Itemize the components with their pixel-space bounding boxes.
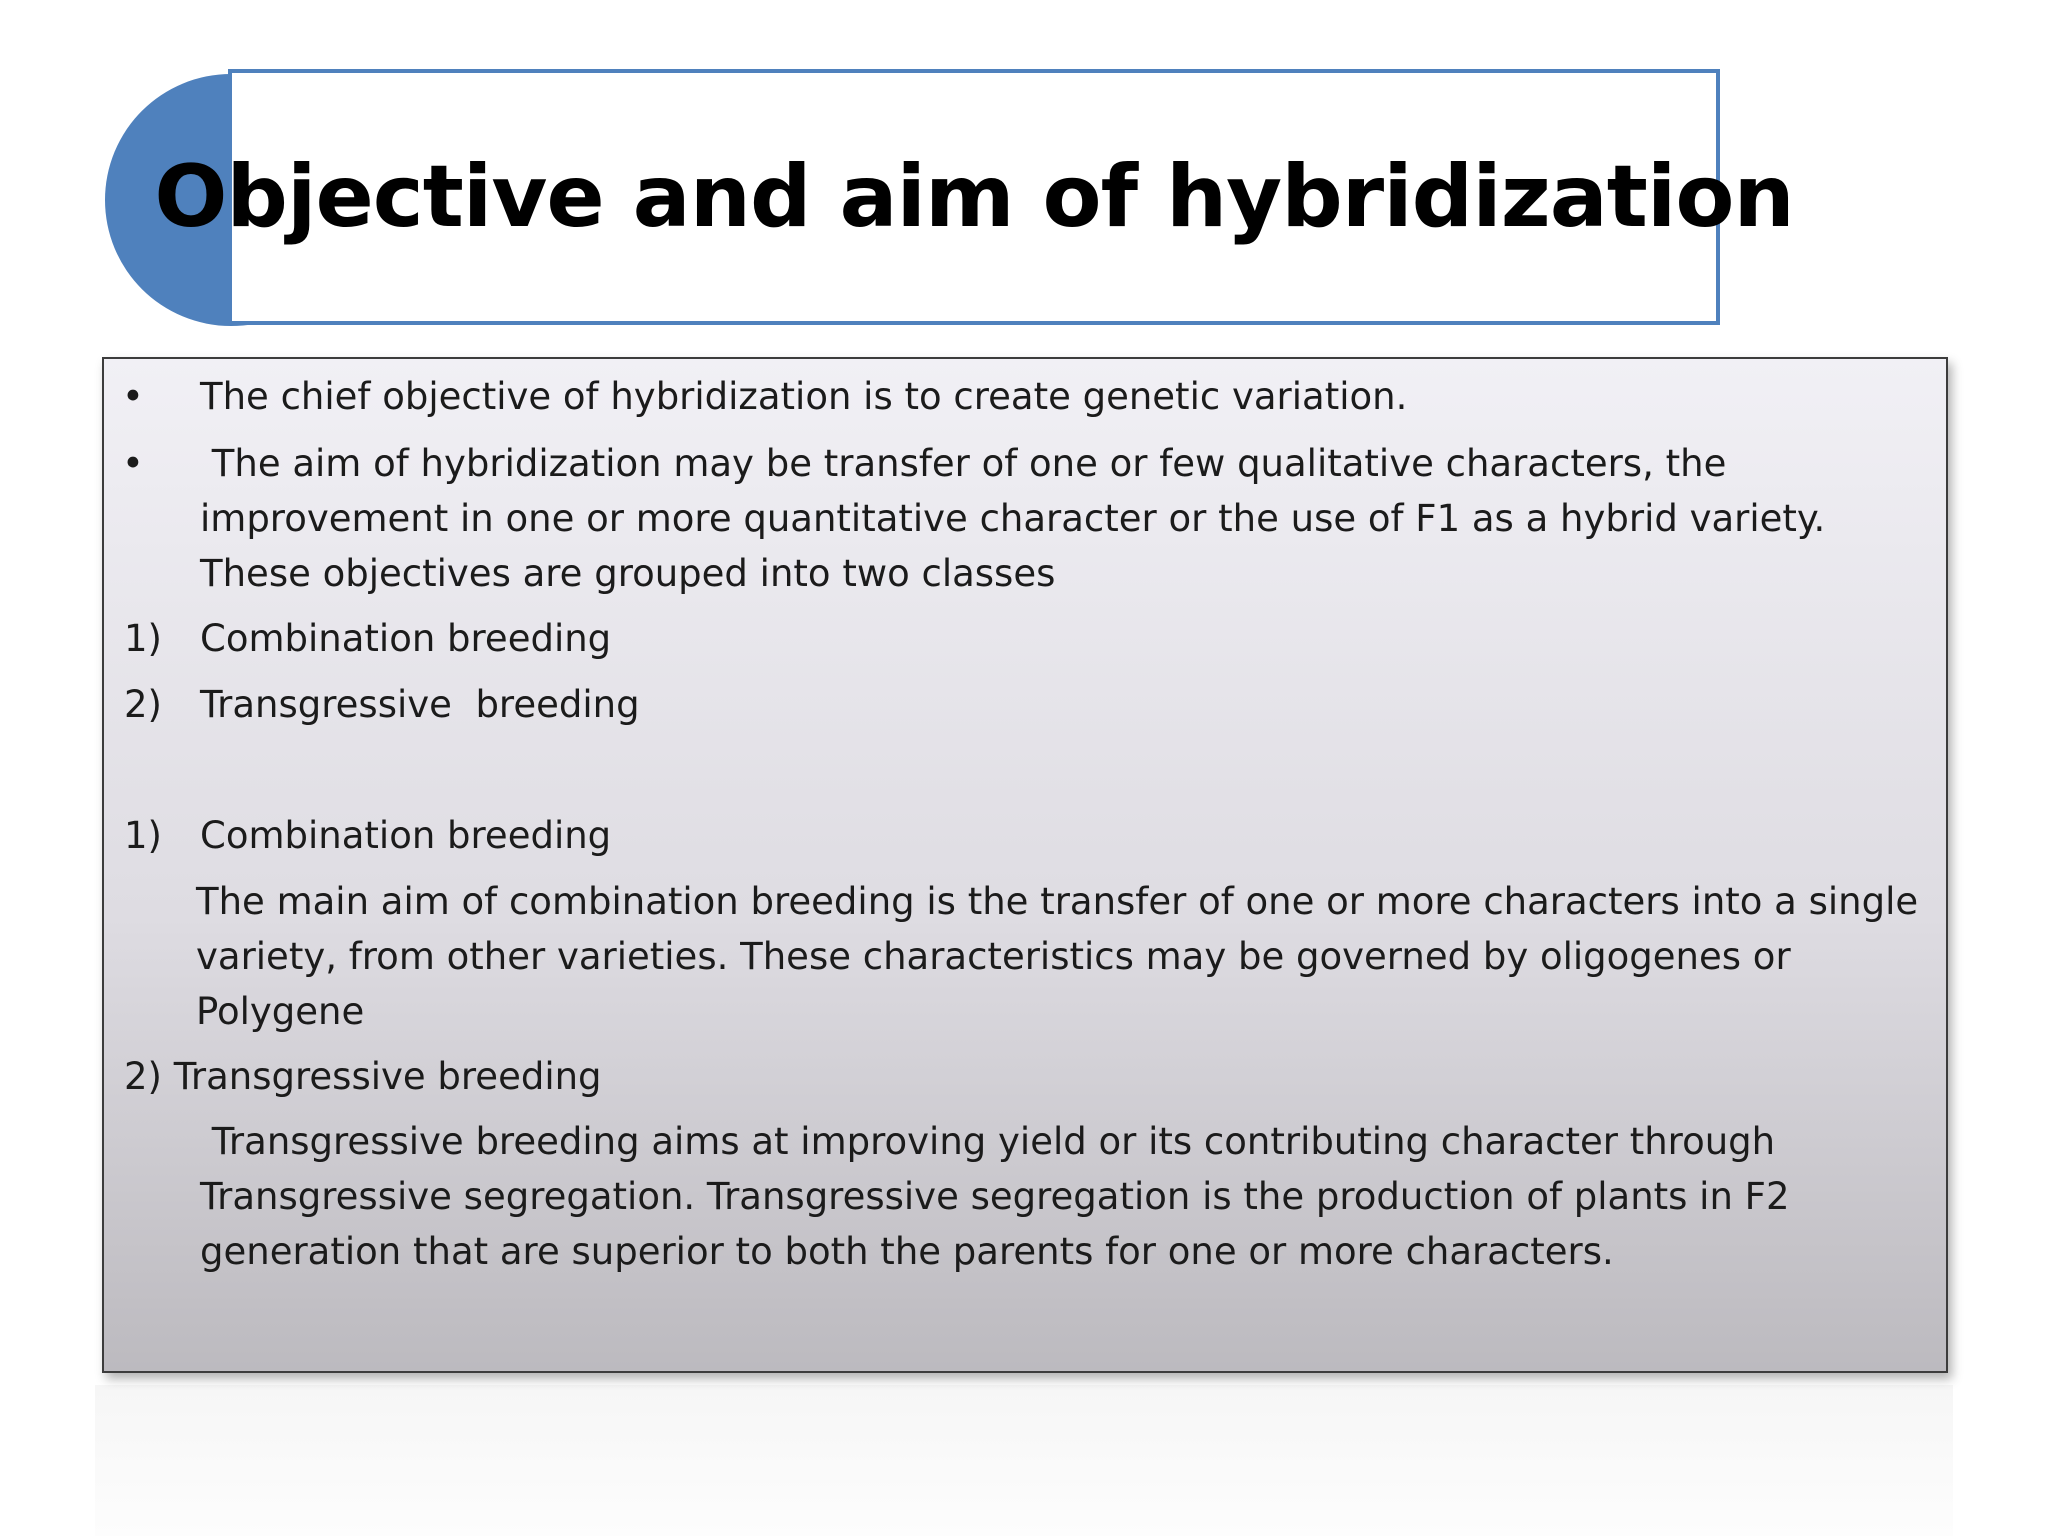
section-heading-combination: Combination breeding — [200, 814, 612, 857]
section-body-transgressive: Transgressive breeding aims at improving yield or its contributing character through Transgressive segregation. Transgressive segregation is the production of plants in F2 generation that are superior to both the parents for one or more characters. — [200, 1120, 1802, 1273]
section-number: 1) — [124, 814, 162, 857]
section-heading-transgressive: 2) Transgressive breeding — [124, 1055, 602, 1098]
section-body-combination: The main aim of combination breeding is the transfer of one or more characters into a single variety, from other varieties. These characteristics may be governed by oligogenes or Polygene — [196, 880, 1930, 1033]
slide-title: Objective and aim of hybridization — [154, 147, 1794, 247]
bottom-band — [95, 1385, 1953, 1536]
list-number: 2) — [124, 683, 162, 726]
title-box — [154, 69, 1794, 325]
bullet-marker: • — [122, 375, 144, 418]
list-number: 1) — [124, 617, 162, 660]
bullet-text-1: The chief objective of hybridization is to create genetic variation. — [200, 375, 1408, 418]
list-item-combination: Combination breeding — [200, 617, 612, 660]
bullet-text-2: The aim of hybridization may be transfer of one or few qualitative characters, the improvement in one or more quantitative character or the use of F1 as a hybrid variety. These objectives are grouped into two classes — [200, 442, 1838, 595]
list-item-transgressive: Transgressive breeding — [200, 683, 640, 726]
bullet-marker: • — [122, 442, 144, 485]
